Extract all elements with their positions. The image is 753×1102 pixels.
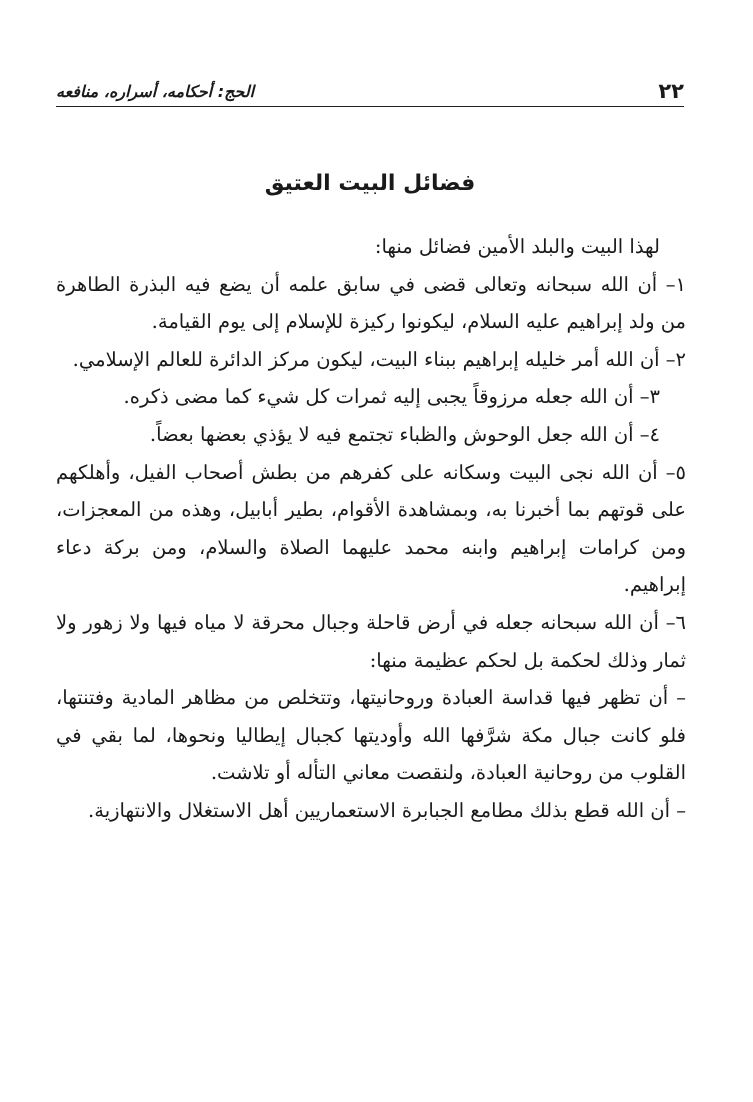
list-item-3: ٣– أن الله جعله مرزوقاً يجبى إليه ثمرات كل شيء كما مضى ذكره. [123, 385, 660, 409]
body-text [56, 228, 686, 830]
sub-item-1: – أن تظهر فيها قداسة العبادة وروحانيتها، وتتخلص من مظاهر المادية وفتنتها، فلو كانت جبال مكة شرَّفها الله وأوديتها كجبال إيطاليا ونحوها، لما بقي في القلوب من روحانية العبادة، ولنقصت معاني التأله أو تلاشت. [56, 686, 686, 785]
page-header [56, 80, 684, 104]
running-title: الحج: أحكامه، أسراره، منافعه [56, 82, 255, 101]
list-item-6: ٦– أن الله سبحانه جعله في أرض قاحلة وجبال محرقة لا مياه فيها ولا زهور ولا ثمار وذلك لحكمة بل لحكم عظيمة منها: [56, 610, 686, 672]
page-number: ٢٢ [658, 79, 684, 103]
section-title: فضائل البيت العتيق [264, 171, 476, 196]
intro-paragraph: لهذا البيت والبلد الأمين فضائل منها: [374, 235, 660, 258]
list-item-1: ١– أن الله سبحانه وتعالى قضى في سابق علمه أن يضع فيه البذرة الطاهرة من ولد إبراهيم عليه السلام، ليكونوا ركيزة للإسلام إلى يوم القيامة. [56, 272, 686, 334]
list-item-2: ٢– أن الله أمر خليله إبراهيم ببناء البيت، ليكون مركز الدائرة للعالم الإسلامي. [72, 347, 686, 371]
list-item-5: ٥– أن الله نجى البيت وسكانه على كفرهم من بطش أصحاب الفيل، وأهلكهم على قوتهم بما أخبرنا به، وبمشاهدة الأقوام، بطير أبابيل، وهذه من المعجزات، ومن كرامات إبراهيم وابنه محمد عليهما الصلاة والسلام، ومن بركة دعاء إبراهيم. [56, 460, 686, 597]
header-divider [56, 106, 684, 107]
list-item-4: ٤– أن الله جعل الوحوش والظباء تجتمع فيه لا يؤذي بعضها بعضاً. [149, 422, 660, 446]
sub-item-2: – أن الله قطع بذلك مطامع الجبابرة الاستعماريين أهل الاستغلال والانتهازية. [88, 798, 686, 822]
